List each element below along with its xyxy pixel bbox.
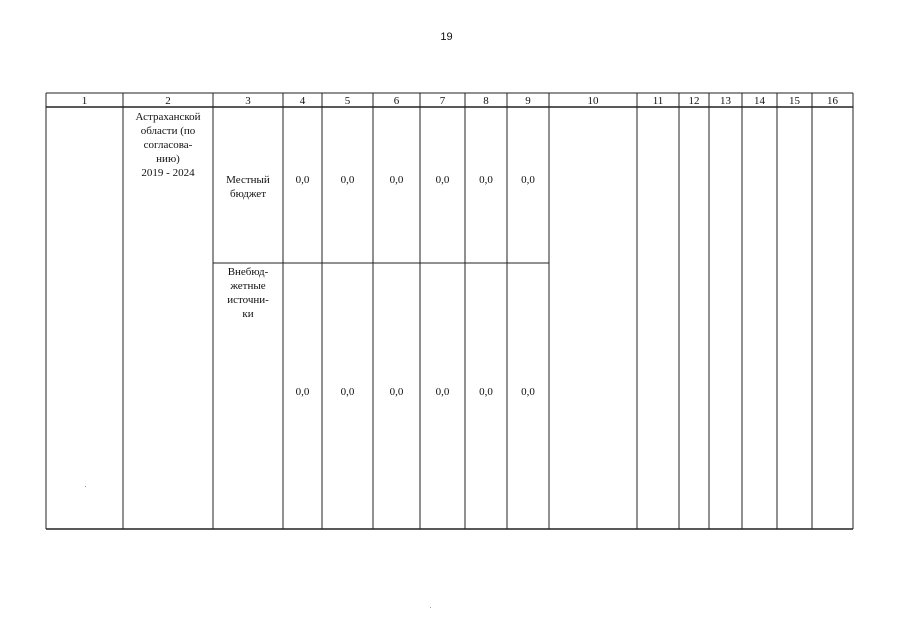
page-number: 19	[440, 31, 453, 43]
responsible-period-cell: Астраханской области (по согласова- нию) 2019 - 2024	[135, 111, 201, 179]
column-header-10: 10	[587, 95, 599, 107]
value-cell: 0,0	[521, 174, 535, 186]
scan-speck	[85, 486, 86, 487]
column-header-12: 12	[688, 95, 700, 107]
value-cell: 0,0	[521, 386, 535, 398]
column-header-16: 16	[827, 95, 838, 107]
value-cell: 0,0	[389, 386, 404, 398]
column-header-11: 11	[652, 95, 664, 107]
column-header-13: 13	[720, 95, 731, 107]
value-cell: 0,0	[435, 174, 450, 186]
column-header-3: 3	[245, 95, 251, 107]
value-cell: 0,0	[340, 174, 355, 186]
funding-source-extra-budgetary: Внебюд- жетные источни- ки	[227, 266, 269, 320]
column-header-9: 9	[525, 95, 531, 107]
column-header-2: 2	[165, 95, 171, 107]
column-header-7: 7	[439, 95, 446, 107]
column-header-5: 5	[344, 95, 351, 107]
value-cell: 0,0	[340, 386, 355, 398]
value-cell: 0,0	[295, 174, 310, 186]
column-header-15: 15	[789, 95, 800, 107]
value-cell: 0,0	[435, 386, 450, 398]
column-header-1: 1	[81, 95, 88, 107]
column-header-4: 4	[299, 95, 306, 107]
column-header-6: 6	[393, 95, 400, 107]
value-cell: 0,0	[479, 386, 493, 398]
value-cell: 0,0	[479, 174, 493, 186]
value-cell: 0,0	[389, 174, 404, 186]
column-header-14: 14	[754, 95, 765, 107]
value-cell: 0,0	[295, 386, 310, 398]
scan-speck	[430, 607, 431, 608]
funding-source-local-budget: Местный бюджет	[226, 174, 270, 200]
column-header-8: 8	[483, 95, 489, 107]
